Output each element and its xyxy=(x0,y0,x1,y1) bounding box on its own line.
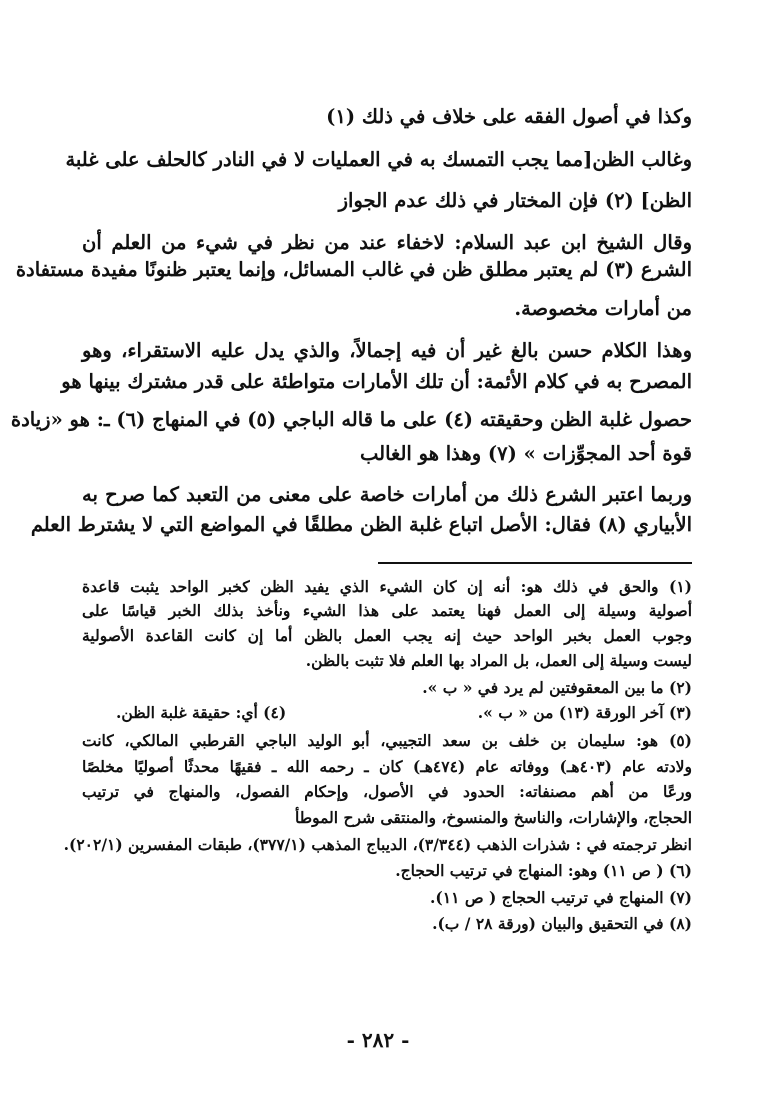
footnote-separator xyxy=(378,562,692,564)
body-line-7: وهذا الكلام حسن بالغ غير أن فيه إجمالاً، والذي يدل عليه الاستقراء، وهو xyxy=(82,339,692,362)
footnote-line-12: (٧) المنهاج في ترتيب الحجاج ( ص ١١). xyxy=(430,888,692,907)
footnote-line-7: ولادته عام (٤٠٣هـ) ووفاته عام (٤٧٤هـ) كان ـ رحمه الله ـ فقيهًا محدثًا أصوليًا مخلصًا xyxy=(82,757,693,776)
body-line-4: وقال الشيخ ابن عبد السلام: لاخفاء عند من نظر في شيء من العلم أن xyxy=(82,231,692,254)
body-line-9: حصول غلبة الظن وحقيقته (٤) على ما قاله الباجي (٥) في المنهاج (٦) ـ: هو «زيادة xyxy=(10,408,692,431)
body-line-12: الأبياري (٨) فقال: الأصل اتباع غلبة الظن مطلقًا في المواضع التي لا يشترط العلم xyxy=(30,513,692,536)
footnote-line-13: (٨) في التحقيق والبيان (ورقة ٢٨ / ب). xyxy=(432,914,692,933)
footnote-line-2: أصولية وسيلة إلى العمل فهنا يعتمد على هذا الشيء ونأخذ بذلك الخبر قياسًا على xyxy=(82,601,692,620)
body-line-10: قوة أحد المجوِّزات » (٧) وهذا هو الغالب xyxy=(360,442,692,465)
footnote-line-5: (٢) ما بين المعقوفتين لم يرد في « ب ». xyxy=(422,678,692,697)
body-line-6: من أمارات مخصوصة. xyxy=(514,297,692,320)
footnote-line-10: انظر ترجمته في : شذرات الذهب (٣/٣٤٤)، الديباج المذهب (٣٧٧/١)، طبقات المفسرين (٢٠٢/١). xyxy=(63,835,692,854)
body-line-2: وغالب الظن[مما يجب التمسك به في العمليات لا في النادر كالحلف على غلبة xyxy=(65,148,692,171)
body-line-8: المصرح به في كلام الأئمة: أن تلك الأمارات متواطئة على قدر مشترك بينها هو xyxy=(61,370,692,393)
footnote-line-11: (٦) ( ص ١١) وهو: المنهاج في ترتيب الحجاج. xyxy=(395,861,692,880)
footnote-line-3: وجوب العمل بخبر الواحد حيث إنه يجب العمل بالظن أما إن كانت القاعدة الأصولية xyxy=(82,626,692,645)
body-line-5: الشرع (٣) لم يعتبر مطلق ظن في غالب المسائل، وإنما يعتبر ظنونًا مفيدة مستفادة xyxy=(15,258,692,281)
footnote-pair xyxy=(82,701,692,727)
page-number: - ٢٨٢ - xyxy=(346,1028,410,1052)
footnote-line-6: (٥) هو: سليمان بن خلف بن سعد التجيبي، أبو الوليد الباجي القرطبي المالكي، كانت xyxy=(82,731,692,750)
body-line-1: وكذا في أصول الفقه على خلاف في ذلك (١) xyxy=(326,105,692,128)
body-line-11: وربما اعتبر الشرع ذلك من أمارات خاصة على معنى من التعبد كما صرح به xyxy=(82,483,692,506)
footnote-4: (٤) أي: حقيقة غلبة الظن. xyxy=(116,703,287,722)
footnote-line-4: ليست وسيلة إلى العمل، بل المراد بها العلم فلا تثبت بالظن. xyxy=(305,651,692,670)
body-line-3: الظن] (٢) فإن المختار في ذلك عدم الجواز xyxy=(338,189,692,212)
footnote-line-1: (١) والحق في ذلك هو: أنه إن كان الشيء الذي يفيد الظن كخبر الواحد يثبت قاعدة xyxy=(82,577,692,596)
footnote-3: (٣) آخر الورقة (١٣) من « ب ». xyxy=(477,703,692,722)
footnote-line-9: الحجاج، والإشارات، والناسخ والمنسوخ، والمنتقى شرح الموطأ xyxy=(295,808,692,827)
footnote-line-8: ورعًا من أهم مصنفاته: الحدود في الأصول، وإحكام الفصول، والمنهاج في ترتيب xyxy=(82,782,692,801)
